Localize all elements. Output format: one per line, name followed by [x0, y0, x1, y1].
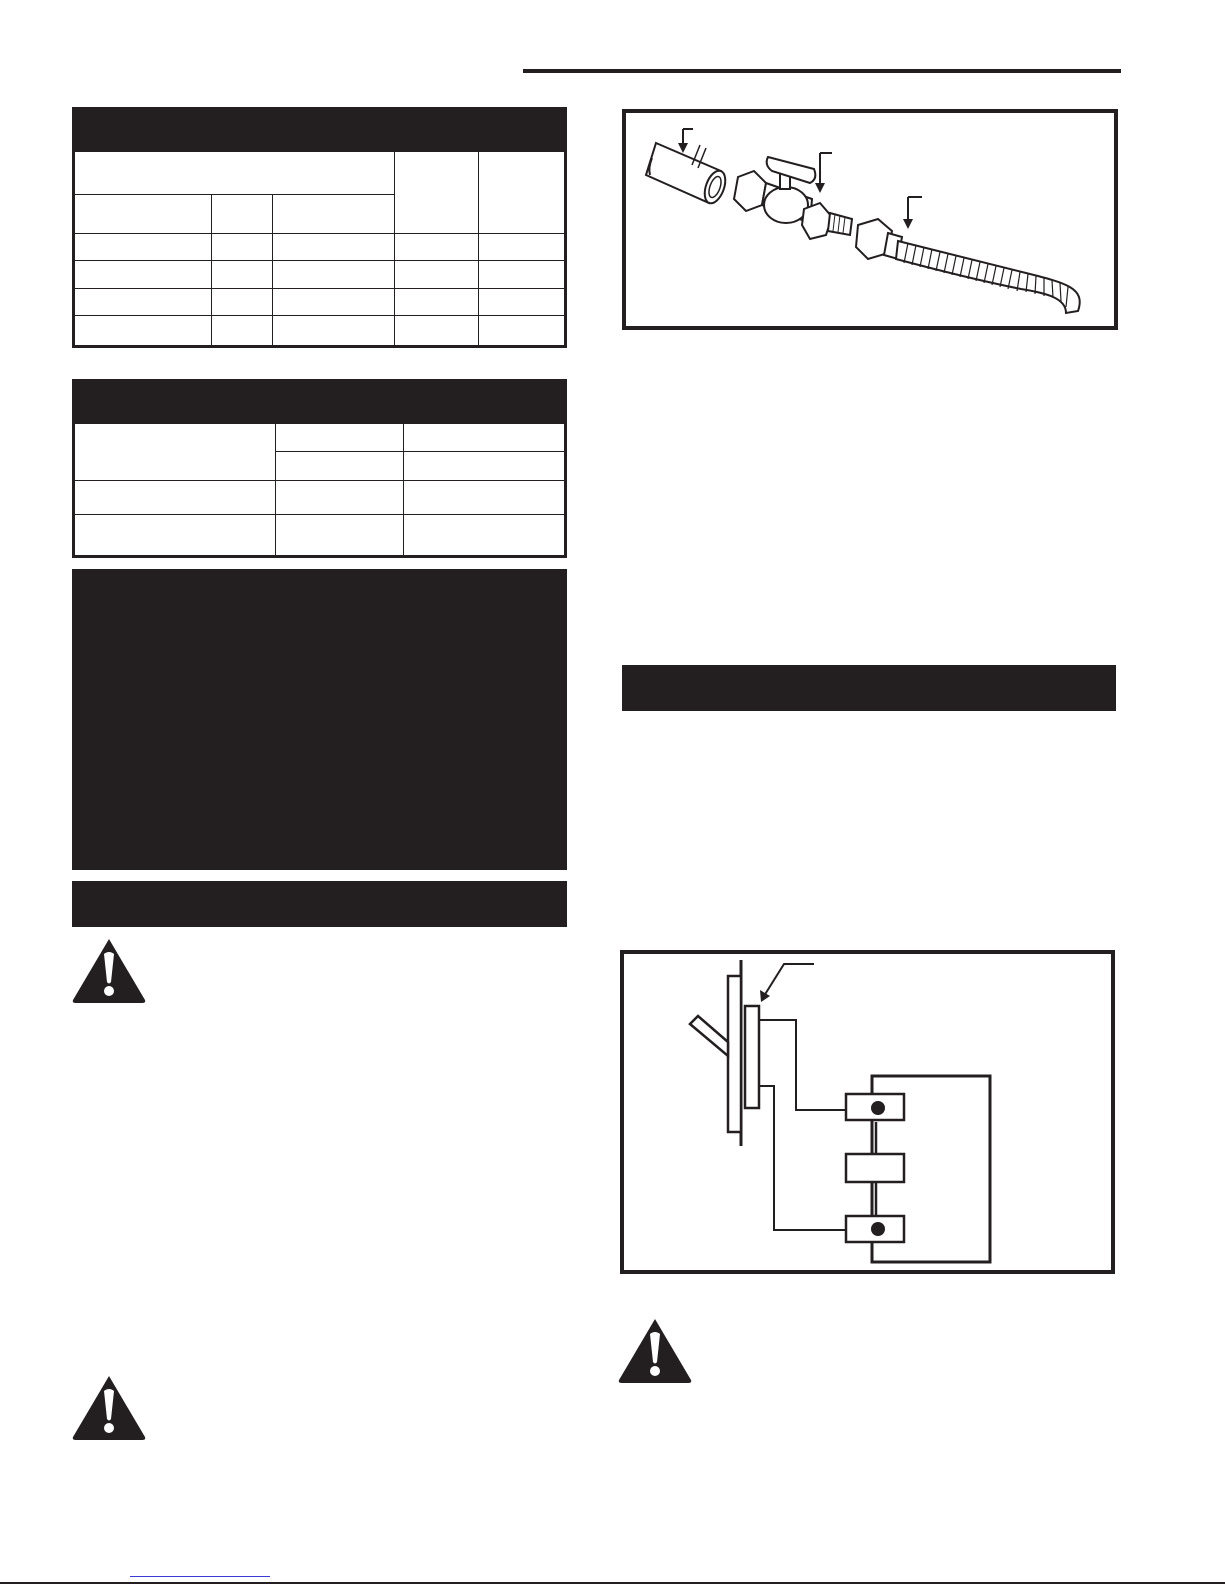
table-1-divider — [478, 152, 479, 345]
table-2 — [72, 424, 567, 558]
gas-connection-figure — [622, 109, 1118, 330]
table-row — [75, 480, 564, 481]
table-1-divider — [75, 194, 394, 195]
terminal-block-icon — [846, 1076, 990, 1262]
ball-valve-icon — [734, 157, 832, 239]
table-2-divider — [403, 424, 404, 555]
footer-rule — [0, 1582, 1225, 1584]
wall-switch-icon — [690, 960, 759, 1146]
table-2-divider — [275, 451, 564, 452]
table-2-title-bar — [72, 379, 567, 426]
table-row — [75, 315, 564, 316]
flare-fitting-icon — [828, 213, 852, 235]
section-header-bar — [72, 881, 567, 927]
footer-link[interactable] — [130, 1576, 270, 1577]
table-1-divider — [394, 152, 395, 345]
table-1-divider — [75, 233, 564, 234]
warning-triangle-icon — [616, 1316, 694, 1385]
flexible-gas-line-icon — [856, 219, 1080, 313]
gas-pipe-icon — [646, 143, 729, 206]
table-1 — [72, 152, 567, 348]
table-1-divider — [272, 194, 273, 345]
table-row — [75, 514, 564, 515]
table-row — [75, 288, 564, 289]
table-1-title-bar — [72, 107, 567, 154]
wiring-figure — [620, 950, 1115, 1274]
header-rule — [523, 69, 1121, 73]
table-row — [75, 260, 564, 261]
warning-triangle-icon — [70, 1373, 148, 1442]
warning-triangle-icon — [70, 936, 148, 1005]
table-1-divider — [211, 194, 212, 345]
right-section-header-bar — [622, 665, 1116, 711]
notice-block — [72, 569, 567, 870]
table-2-divider — [275, 424, 276, 555]
